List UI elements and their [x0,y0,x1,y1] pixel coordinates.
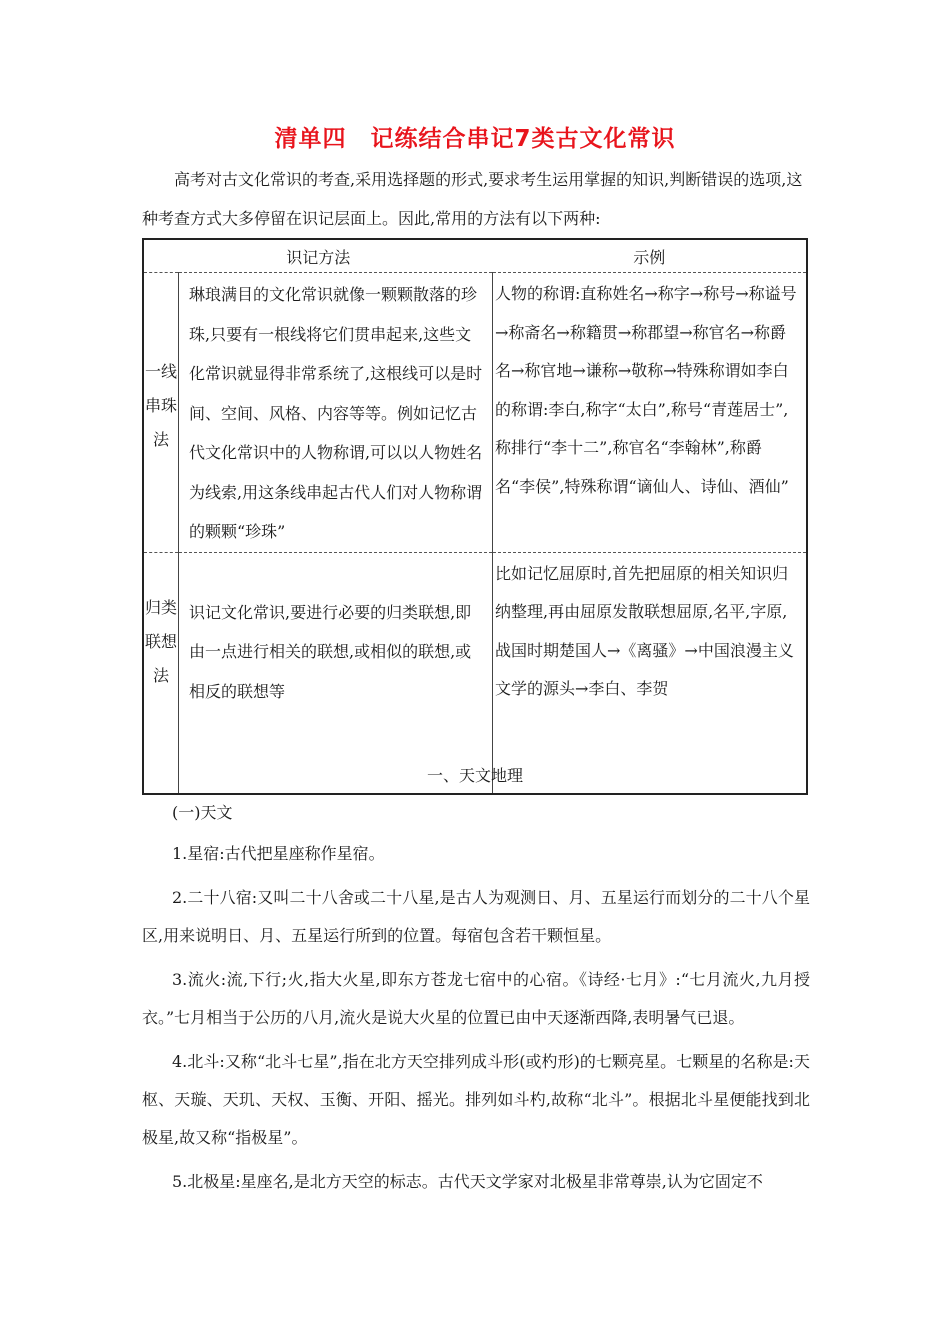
page-title: 清单四 记练结合串记7类古文化常识 [274,126,676,152]
method-name: 归类联想法 [144,597,177,685]
intro-paragraph: 高考对古文化常识的考查,采用选择题的形式,要求考生运用掌握的知识,判断错误的选项,这种考查方式大多停留在识记层面上。因此,常用的方法有以下两种: [142,170,803,228]
header-method: 识记方法 [143,239,493,273]
methods-table [142,238,808,795]
item-list [142,835,810,1207]
method-example: 比如记忆屈原时,首先把屈原的相关知识归纳整理,再由屈原发散联想屈原,名平,字原,战国时期楚国人→《离骚》→中国浪漫主义文学的源头→李白、李贺 [495,563,794,698]
list-item: 5.北极星:星座名,是北方天空的标志。古代天文学家对北极星非常尊崇,认为它固定不 [172,1172,763,1191]
method-description: 识记文化常识,要进行必要的归类联想,即由一点进行相关的联想,或相似的联想,或相反的联想等 [179,552,493,794]
table-header-row [143,239,807,273]
subsection-heading: (一)天文 [172,803,233,822]
table-row [143,273,807,553]
list-item: 1.星宿:古代把星座称作星宿。 [172,844,385,863]
list-item: 2.二十八宿:又叫二十八舍或二十八星,是古人为观测日、月、五星运行而划分的二十八个星区,用来说明日、月、五星运行所到的位置。每宿包含若干颗恒星。 [142,888,810,945]
method-name-cell [143,552,179,794]
method-name: 一线串珠法 [144,362,177,449]
section-title: 一、天文地理 [426,766,523,785]
table-row [143,552,807,794]
method-name-cell [143,273,179,553]
method-example: 人物的称谓:直称姓名→称字→称号→称谥号→称斋名→称籍贯→称郡望→称官名→称爵名→称官地→谦称→敬称→特殊称谓如李白的称谓:李白,称字“太白”,称号“青莲居士”,称排行“李十二”,称官名“李翰林”,称爵名“李侯”,特殊称谓“谪仙人、诗仙、酒仙” [493,273,808,553]
method-description: 琳琅满目的文化常识就像一颗颗散落的珍珠,只要有一根线将它们贯串起来,这些文化常识就显得非常系统了,这根线可以是时间、空间、风格、内容等等。例如记忆古代文化常识中的人物称谓,可以以人物姓名为线索,用这条线串起古代人们对人物称谓的颗颗“珍珠” [179,273,493,553]
header-example: 示例 [493,239,808,273]
list-item: 3.流火:流,下行;火,指大火星,即东方苍龙七宿中的心宿。《诗经·七月》:“七月流火,九月授衣。”七月相当于公历的八月,流火是说大火星的位置已由中天逐渐西降,表明暑气已退。 [142,970,810,1027]
list-item: 4.北斗:又称“北斗七星”,指在北方天空排列成斗形(或杓形)的七颗亮星。七颗星的名称是:天枢、天璇、天玑、天权、玉衡、开阳、摇光。排列如斗杓,故称“北斗”。根据北斗星便能找到北极星,故又称“指极星”。 [142,1052,810,1147]
